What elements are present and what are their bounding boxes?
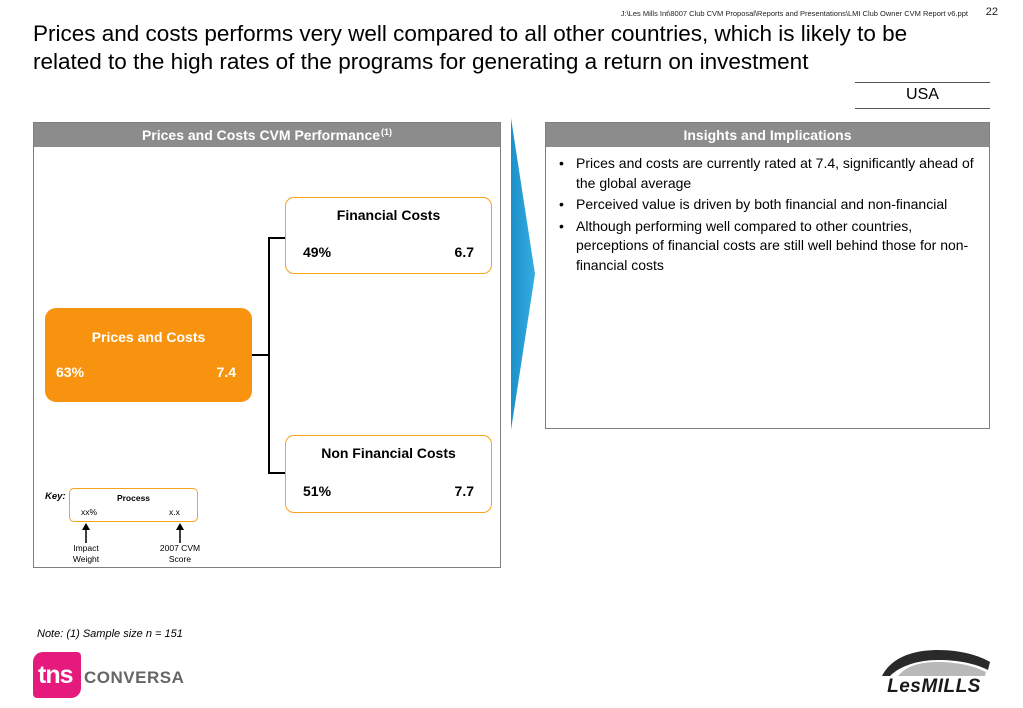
list-item [556,154,976,193]
key-process-box [69,488,198,522]
connector-line [268,237,286,239]
cvm-score: 6.7 [454,244,474,260]
key-box-title: Process [116,493,151,503]
impact-weight: 51% [303,483,332,499]
impact-weight: 49% [303,244,332,260]
file-path: J:\Les Mills Int\8007 Club CVM Proposal\Reports and Presentations\LMI Club Owner CVM Report v6.ppt [620,9,968,18]
chevron-right-icon [509,118,537,430]
bullet-text: Perceived value is driven by both financial and non-financial [576,196,948,212]
box-title: Prices and Costs [91,329,206,345]
key-label: Key: [45,491,66,502]
key-weight-placeholder: xx% [81,507,98,517]
lesmills-logo-text: LesMILLS [887,676,981,697]
key-score-placeholder: x.x [169,507,180,517]
footnote: Note: (1) Sample size n = 151 [37,628,183,640]
connector-line [252,354,269,356]
cvm-score: 7.4 [216,364,236,380]
bullet-icon: • [559,155,564,171]
panel-heading-text: Insights and Implications [683,127,852,143]
key-score-caption [150,543,210,565]
impact-weight: 63% [56,364,85,380]
country-label: USA [906,86,939,103]
bullet-text: Prices and costs are currently rated at 7.4, significantly ahead of the global average [576,155,974,191]
conversa-logo-text: CONVERSA [84,668,185,687]
bullet-icon: • [559,217,564,234]
caption-line: Weight [72,554,100,564]
tns-logo-icon [33,652,81,698]
key-weight-caption [62,543,110,565]
divider [855,82,990,83]
caption-line: 2007 CVM [159,543,201,553]
insights-list [556,154,976,277]
box-title: Financial Costs [336,207,441,223]
bullet-icon: • [559,196,564,212]
list-item [556,195,976,215]
divider [855,108,990,109]
non-financial-costs-box [285,435,492,513]
list-item [556,217,976,276]
panel-heading [34,123,500,147]
footnote-marker: (1) [381,127,393,137]
cvm-score: 7.7 [454,483,474,499]
key-arrows [78,522,198,544]
prices-and-costs-box [45,308,252,402]
financial-costs-box [285,197,492,274]
page-number: 22 [985,6,998,18]
tns-logo-text: tns [38,661,73,689]
connector-line [268,237,270,473]
lesmills-logo-icon [876,648,992,678]
box-title: Non Financial Costs [321,445,456,461]
panel-heading-text: Prices and Costs CVM Performance [141,127,381,143]
bullet-text: Although performing well compared to other countries, perceptions of financial costs are still well behind those for non-financial costs [576,217,969,273]
caption-line: Impact [73,543,99,553]
panel-heading [546,123,989,147]
slide-title: Prices and costs performs very well compared to all other countries, which is likely to be related to the high rates of the programs for generating a return on investment [33,21,908,74]
caption-line: Score [168,554,192,564]
connector-line [268,472,286,474]
